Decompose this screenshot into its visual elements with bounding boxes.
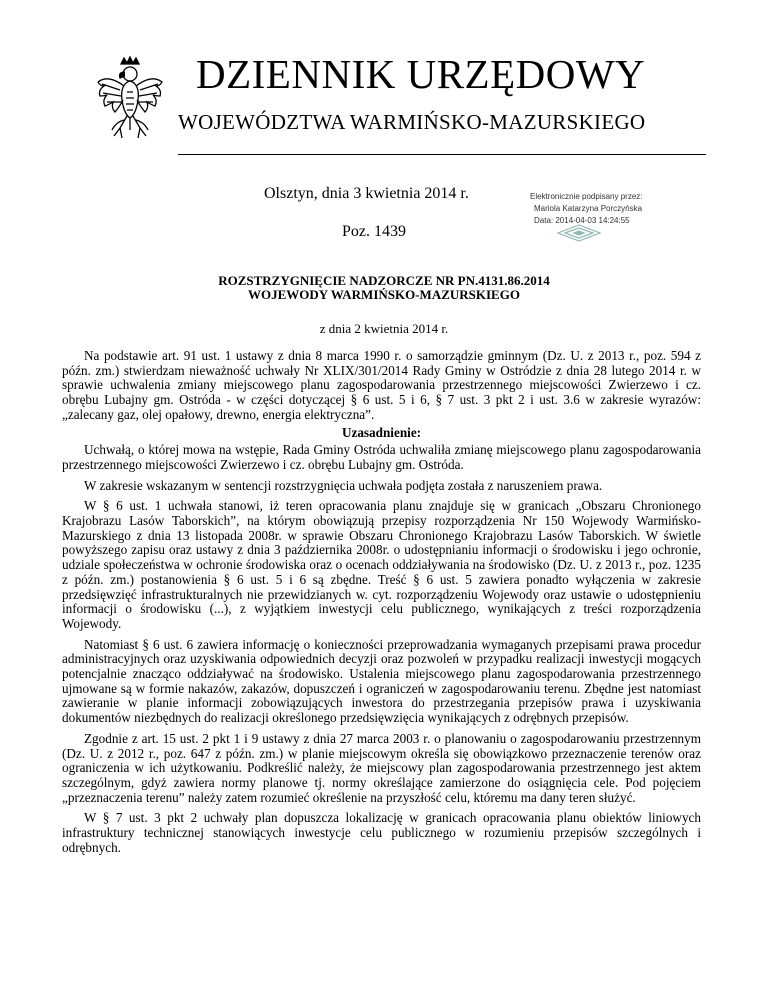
decision-heading	[60, 274, 708, 302]
signature-seal-icon	[556, 224, 602, 242]
decision-date: z dnia 2 kwietnia 2014 r.	[319, 321, 449, 336]
body-paragraph: Zgodnie z art. 15 ust. 2 pkt 1 i 9 ustawy z dnia 27 marca 2003 r. o planowaniu o zagospodarowaniu przestrzennym (Dz. U. z 2012 r., poz. 647 z późn. zm.) w planie miejscowym określa się obowiązkowo przeznaczenie terenów oraz ograniczenia w ich użytkowaniu. Podkreślić należy, że miejscowy plan zagospodarowania przestrzennego jest aktem szczególnym, gdyż zawiera normy planowe tj. normy określające zamierzone do osiągnięcia cele. Pod pojęciem „przeznaczenia terenu” należy zatem rozumieć określenie na przyszłość celu, któremu ma dany teren służyć.	[62, 730, 701, 805]
body-paragraph: Natomiast § 6 ust. 6 zawiera informację o konieczności przeprowadzania wymaganych przepisami prawa procedur administracyjnych oraz uzyskiwania odpowiednich decyzji oraz pozwoleń w przypadku realizacji inwestycji mogących potencjalnie znacząco oddziaływać na środowisko. Ustalenia miejscowego planu zagospodarowania przestrzennego ujmowane są w formie nakazów, zakazów, dopuszczeń i ograniczeń w zagospodarowaniu terenu. Zbędne jest natomiast zawieranie w planie informacji zobowiązujących inwestora do przestrzegania przepisów prawa i uzyskiwania dokumentów niezbędnych do realizacji określonego przedsięwzięcia wynikających z odrębnych przepisów.	[62, 636, 701, 726]
justification-heading: Uzasadnienie:	[341, 424, 422, 440]
signature-signer: Mariola Katarzyna Porczyńska	[534, 204, 643, 213]
body-paragraph: W § 7 ust. 3 pkt 2 uchwały plan dopuszcza lokalizację w granicach opracowania planu obiektów liniowych infrastruktury technicznej stanowiących inwestycje celu publicznego w rozumieniu przepisów szczególnych i odrębnych.	[62, 810, 701, 855]
body-paragraph: W zakresie wskazanym w sentencji rozstrzygnięcia uchwała podjęta została z naruszeniem prawa.	[84, 477, 603, 493]
electronic-signature-block	[530, 191, 643, 227]
header-divider	[178, 154, 706, 155]
journal-subtitle: WOJEWÓDZTWA WARMIŃSKO-MAZURSKIEGO	[178, 110, 646, 134]
body-paragraph: W § 6 ust. 1 uchwała stanowi, iż teren opracowania planu znajduje się w granicach „Obszaru Chronionego Krajobrazu Lasów Taborskich”, na którym obowiązują przepisy rozporządzenia Nr 150 Wojewody Warmińsko- Mazurskiego z dnia 13 listopada 2008r. w sprawie Obszaru Chronionego Krajobrazu Lasów Taborskich. W świetle powyższego zapisu oraz ustawy z dnia 3 października 2008r. o udostępnianiu informacji o środowisku i jego ochronie, udziale społeczeństwa w ochronie środowiska oraz o ocenach oddziaływania na środowisko (Dz. U. z 2013 r., poz. 1235 z późn. zm.) postanowienia § 6 ust. 5 i 6 są zbędne. Treść § 6 ust. 5 zawiera ponadto wyłączenia w zakresie przedsięwzięć infrastrukturalnych nie przewidzianych w. cyt. rozporządzeniu Wojewody oraz ustawie o udostępnieniu informacji o środowisku (...), z wyjątkiem inwestycji celu publicznego, wynikających z treści rozporządzenia Wojewody.	[62, 498, 701, 631]
intro-paragraph: Na podstawie art. 91 ust. 1 ustawy z dnia 8 marca 1990 r. o samorządzie gminnym (Dz. U. z 2013 r., poz. 594 z późn. zm.) stwierdzam nieważność uchwały Nr XLIX/301/2014 Rady Gminy w Ostródzie z dnia 28 lutego 2014 r. w sprawie uchwalenia zmiany miejscowego planu zagospodarowania przestrzennego miejscowości Zwierzewo i cz. obrębu Lubajny gm. Ostróda - w części dotyczącej § 6 ust. 5 i 6, § 7 ust. 3 pkt 2 i ust. 3.6 w zakresie wyrazów: „zalecany gaz, olej opałowy, drewno, energia elektryczna”.	[62, 348, 701, 422]
decision-title: ROZSTRZYGNIĘCIE NADZORCZE NR PN.4131.86.2014	[218, 273, 550, 288]
body-paragraph: Uchwałą, o której mowa na wstępie, Rada Gminy Ostróda uchwaliła zmianę miejscowego planu zagospodarowania przestrzennego miejscowości Zwierzewo i cz. obrębu Lubajny gm. Ostróda.	[62, 442, 701, 472]
decision-issuer: WOJEWODY WARMIŃSKO-MAZURSKIEGO	[248, 287, 520, 302]
journal-title: DZIENNIK URZĘDOWY	[196, 51, 646, 97]
document-body	[62, 349, 701, 862]
polish-eagle-emblem-icon	[94, 56, 166, 144]
publication-dateline: Olsztyn, dnia 3 kwietnia 2014 r.	[264, 185, 469, 202]
signature-label: Elektronicznie podpisany przez:	[530, 192, 643, 201]
signature-date: Data: 2014-04-03 14:24:55	[534, 216, 630, 225]
position-number: Poz. 1439	[342, 223, 406, 240]
